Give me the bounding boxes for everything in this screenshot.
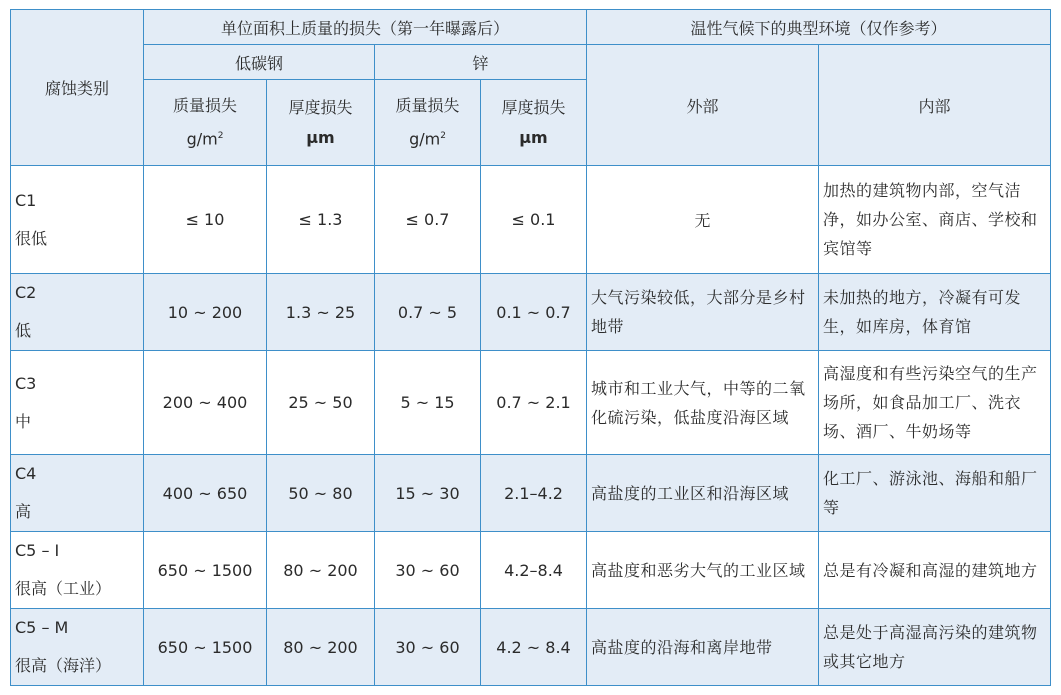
category-cell [11,166,144,274]
header-steel-mass-loss [144,80,267,166]
category-level: 高 [15,502,32,521]
header-steel: 低碳钢 [144,45,375,80]
table-row [11,274,1051,351]
interior-cell: 未加热的地方，冷凝有可发生，如库房，体育馆 [819,274,1051,351]
steel-mass-loss-cell: ≤ 10 [144,166,267,274]
interior-cell: 化工厂、游泳池、海船和船厂等 [819,455,1051,532]
steel-mass-loss-cell: 200 ~ 400 [144,351,267,455]
header-category: 腐蚀类别 [11,10,144,166]
category-code: C3 [15,373,37,393]
category-level: 很低 [15,228,48,248]
unit-mass-exponent: 2 [217,130,224,141]
zinc-thickness-loss-cell: 2.1–4.2 [481,455,587,532]
corrosion-category-table [10,9,1051,686]
interior-cell: 总是有冷凝和高湿的建筑地方 [819,532,1051,609]
header-zinc-mass-loss [375,80,481,166]
table-row [11,351,1051,455]
zinc-thickness-loss-cell: 4.2 ~ 8.4 [481,609,587,686]
label-thickness-loss: 厚度损失 [501,97,566,117]
label-thickness-loss: 厚度损失 [288,97,353,117]
category-code: C2 [15,283,37,302]
category-level: 低 [15,321,32,340]
zinc-mass-loss-cell: 0.7 ~ 5 [375,274,481,351]
category-code: C1 [15,190,37,210]
zinc-mass-loss-cell: ≤ 0.7 [375,166,481,274]
label-mass-loss: 质量损失 [172,95,237,115]
header-interior: 内部 [819,45,1051,166]
unit-mass [144,121,266,154]
steel-thickness-loss-cell: 80 ~ 200 [267,532,375,609]
header-zinc-thickness-loss [481,80,587,166]
exterior-cell: 高盐度的工业区和沿海区域 [587,455,819,532]
zinc-mass-loss-cell: 5 ~ 15 [375,351,481,455]
steel-thickness-loss-cell: 25 ~ 50 [267,351,375,455]
category-level: 中 [15,411,32,431]
unit-thickness: μm [519,127,548,147]
table-row [11,532,1051,609]
zinc-thickness-loss-cell: ≤ 0.1 [481,166,587,274]
interior-cell: 高湿度和有些污染空气的生产场所，如食品加工厂、洗衣场、酒厂、牛奶场等 [819,351,1051,455]
table-row [11,455,1051,532]
zinc-thickness-loss-cell: 0.1 ~ 0.7 [481,274,587,351]
zinc-mass-loss-cell: 30 ~ 60 [375,532,481,609]
header-exterior: 外部 [587,45,819,166]
header-steel-thickness-loss [267,80,375,166]
unit-mass-base: g/m [409,129,441,149]
category-code: C5 – I [15,541,60,560]
unit-thickness: μm [306,127,335,147]
steel-mass-loss-cell: 650 ~ 1500 [144,532,267,609]
exterior-cell: 无 [587,166,819,274]
unit-mass [375,121,480,154]
category-level: 很高（海洋） [15,656,112,675]
header-zinc: 锌 [375,45,587,80]
category-cell [11,351,144,455]
steel-thickness-loss-cell: ≤ 1.3 [267,166,375,274]
label-mass-loss: 质量损失 [395,95,460,115]
category-level: 很高（工业） [15,579,112,598]
steel-mass-loss-cell: 10 ~ 200 [144,274,267,351]
zinc-mass-loss-cell: 15 ~ 30 [375,455,481,532]
zinc-thickness-loss-cell: 4.2–8.4 [481,532,587,609]
exterior-cell: 高盐度和恶劣大气的工业区域 [587,532,819,609]
exterior-cell: 城市和工业大气，中等的二氧化硫污染，低盐度沿海区域 [587,351,819,455]
steel-thickness-loss-cell: 50 ~ 80 [267,455,375,532]
header-mass-loss-group: 单位面积上质量的损失（第一年曝露后） [144,10,587,45]
interior-cell: 总是处于高湿高污染的建筑物或其它地方 [819,609,1051,686]
category-cell [11,274,144,351]
category-code: C5 – M [15,618,69,637]
steel-thickness-loss-cell: 80 ~ 200 [267,609,375,686]
exterior-cell: 高盐度的沿海和离岸地带 [587,609,819,686]
exterior-cell: 大气污染较低，大部分是乡村地带 [587,274,819,351]
unit-mass-base: g/m [186,129,218,149]
unit-mass-exponent: 2 [440,130,446,141]
steel-thickness-loss-cell: 1.3 ~ 25 [267,274,375,351]
header-environment-group: 温性气候下的典型环境（仅作参考） [587,10,1051,45]
steel-mass-loss-cell: 400 ~ 650 [144,455,267,532]
category-cell [11,455,144,532]
zinc-thickness-loss-cell: 0.7 ~ 2.1 [481,351,587,455]
corrosion-table-container [10,9,1050,686]
category-code: C4 [15,464,37,483]
category-cell [11,532,144,609]
table-row [11,166,1051,274]
category-cell [11,609,144,686]
table-row [11,609,1051,686]
steel-mass-loss-cell: 650 ~ 1500 [144,609,267,686]
zinc-mass-loss-cell: 30 ~ 60 [375,609,481,686]
interior-cell: 加热的建筑物内部，空气洁净，如办公室、商店、学校和宾馆等 [819,166,1051,274]
